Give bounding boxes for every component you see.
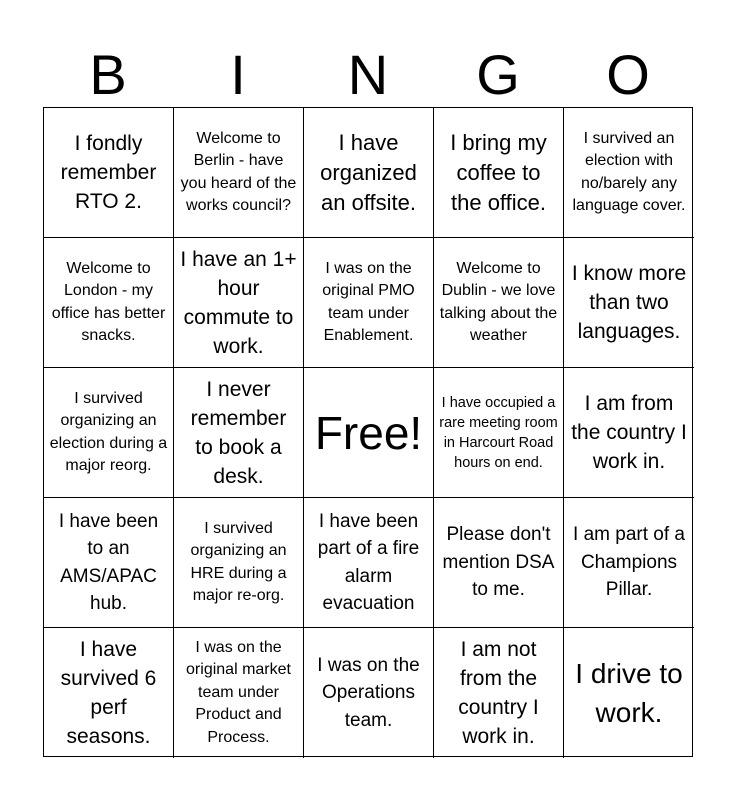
bingo-cell[interactable] — [44, 368, 174, 498]
cell-text: Welcome to London - my office has better snacks. — [51, 259, 166, 344]
bingo-cell[interactable] — [44, 238, 174, 368]
bingo-cell[interactable] — [174, 628, 304, 758]
cell-text: I have organized an offsite. — [320, 129, 417, 215]
cell-text: I was on the original PMO team under Enablement. — [322, 259, 415, 344]
cell-text: I am part of a Champions Pillar. — [573, 524, 685, 601]
cell-text: I have occupied a rare meeting room in Harcourt Road hours on end. — [439, 394, 558, 471]
cell-text: I am from the country I work in. — [571, 392, 687, 473]
header-letter-b: B — [89, 43, 127, 106]
cell-text: Please don't mention DSA to me. — [442, 524, 555, 601]
bingo-cell[interactable] — [304, 498, 434, 628]
bingo-cell[interactable] — [564, 498, 694, 628]
header-letter-o: O — [606, 43, 650, 106]
cell-text: I was on the original market team under Product and Process. — [186, 638, 291, 746]
bingo-cell[interactable] — [564, 628, 694, 758]
free-space-cell[interactable] — [304, 368, 434, 498]
bingo-header — [43, 44, 693, 106]
bingo-cell[interactable] — [174, 108, 304, 238]
bingo-cell[interactable] — [564, 368, 694, 498]
bingo-board — [43, 107, 693, 757]
cell-text: I bring my coffee to the office. — [450, 129, 547, 215]
header-letter-i: I — [230, 43, 246, 106]
cell-text: I was on the Operations team. — [317, 654, 420, 731]
cell-text: Welcome to Berlin - have you heard of the works council? — [180, 129, 297, 214]
bingo-cell[interactable] — [564, 108, 694, 238]
bingo-cell[interactable] — [174, 498, 304, 628]
free-space-text: Free! — [314, 406, 423, 459]
cell-text: I am not from the country I work in. — [458, 638, 539, 748]
cell-text: I survived organizing an election during a major reorg. — [49, 389, 168, 474]
bingo-cell[interactable] — [174, 368, 304, 498]
bingo-cell[interactable] — [564, 238, 694, 368]
bingo-cell[interactable] — [434, 628, 564, 758]
bingo-cell[interactable] — [434, 238, 564, 368]
cell-text: I survived organizing an HRE during a major re-org. — [190, 519, 287, 604]
cell-text: I survived an election with no/barely any language cover. — [572, 129, 686, 214]
header-letter-n: N — [347, 43, 389, 106]
bingo-cell[interactable] — [304, 108, 434, 238]
cell-text: I have an 1+ hour commute to work. — [180, 247, 297, 358]
bingo-cell[interactable] — [304, 238, 434, 368]
bingo-cell[interactable] — [174, 238, 304, 368]
bingo-cell[interactable] — [434, 498, 564, 628]
cell-text: I have been part of a fire alarm evacuation — [317, 510, 420, 614]
cell-text: I have been to an AMS/APAC hub. — [58, 510, 159, 614]
cell-text: I never remember to book a desk. — [190, 377, 287, 488]
cell-text: I fondly remember RTO 2. — [60, 132, 157, 213]
header-letter-g: G — [476, 43, 520, 106]
bingo-cell[interactable] — [434, 368, 564, 498]
bingo-cell[interactable] — [44, 628, 174, 758]
bingo-cell[interactable] — [44, 108, 174, 238]
cell-text: I know more than two languages. — [571, 262, 687, 343]
cell-text: Welcome to Dublin - we love talking about the weather — [439, 259, 558, 344]
cell-text: I drive to work. — [575, 658, 683, 728]
cell-text: I have survived 6 perf seasons. — [60, 638, 157, 748]
bingo-cell[interactable] — [304, 628, 434, 758]
bingo-cell[interactable] — [434, 108, 564, 238]
bingo-cell[interactable] — [44, 498, 174, 628]
